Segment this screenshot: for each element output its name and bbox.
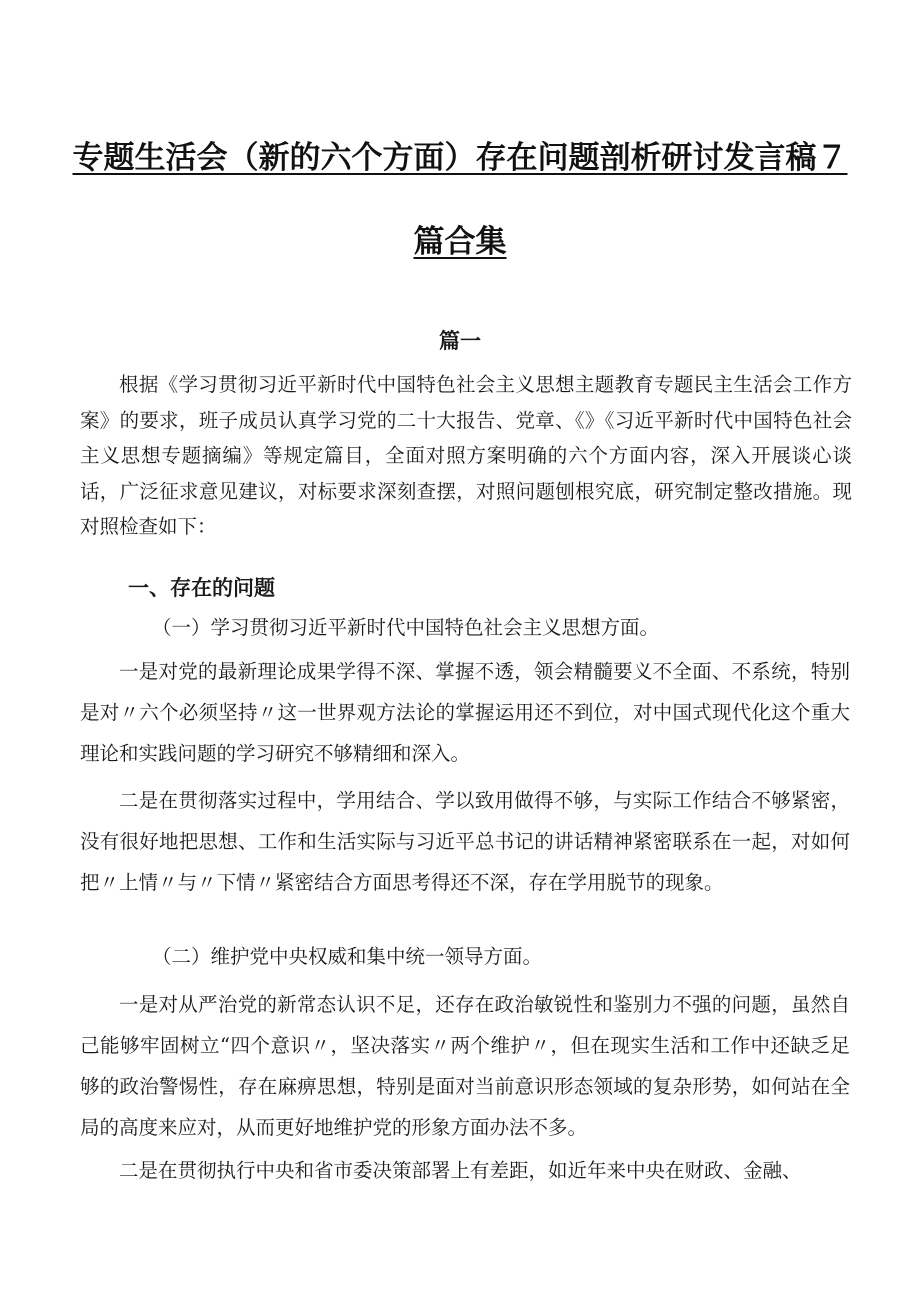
subheading-maintain-authority: （二）维护党中央权威和集中统一领导方面。: [152, 945, 543, 968]
section-label: 篇一: [439, 329, 481, 353]
paragraph-4: 二是在贯彻执行中央和省市委决策部署上有差距，如近年来中央在财政、金融、: [119, 1159, 802, 1182]
paragraph-3: 一是对从严治党的新常态认识不足，还存在政治敏锐性和鉴别力不强的问题，虽然自己能够牢固树立“四个意识〃，坚决落实〃两个维护〃，但在现实生活和工作中还缺乏足够的政治警惕性，存在麻痹思想，特别是面对当前意识形态领域的复杂形势，如何站在全局的高度来应对，从而更好地维护党的形象方面办法不多。: [80, 993, 850, 1139]
document-title-line-1: 专题生活会（新的六个方面）存在问题剖析研讨发言稿７: [72, 140, 848, 176]
document-title-line-2: 篇合集: [413, 224, 507, 260]
paragraph-1: 一是对党的最新理论成果学得不深、掌握不透，领会精髓要义不全面、不系统，特别是对〃六个必须坚持〃这一世界观方法论的掌握运用还不到位，对中国式现代化这个重大理论和实践问题的学习研究不够精细和深入。: [80, 660, 850, 765]
intro-paragraph: 根据《学习贯彻习近平新时代中国特色社会主义思想主题教育专题民主生活会工作方案》的要求，班子成员认真学习党的二十大报告、党章、《》《习近平新时代中国特色社会主义思想专题摘编》等规定篇目，全面对照方案明确的六个方面内容，深入开展谈心谈话，广泛征求意见建议，对标要求深刻查摆，对照问题刨根究底，研究制定整改措施。现对照检查如下：: [80, 373, 852, 538]
subheading-study-thought: （一）学习贯彻习近平新时代中国特色社会主义思想方面。: [152, 616, 660, 639]
heading-existing-problems: 一、存在的问题: [128, 576, 275, 600]
paragraph-2: 二是在贯彻落实过程中，学用结合、学以致用做得不够，与实际工作结合不够紧密，没有很好地把思想、工作和生活实际与习近平总书记的讲话精神紧密联系在一起，对如何把〃上情〃与〃下情〃紧密结合方面思考得还不深，存在学用脱节的现象。: [80, 789, 850, 894]
